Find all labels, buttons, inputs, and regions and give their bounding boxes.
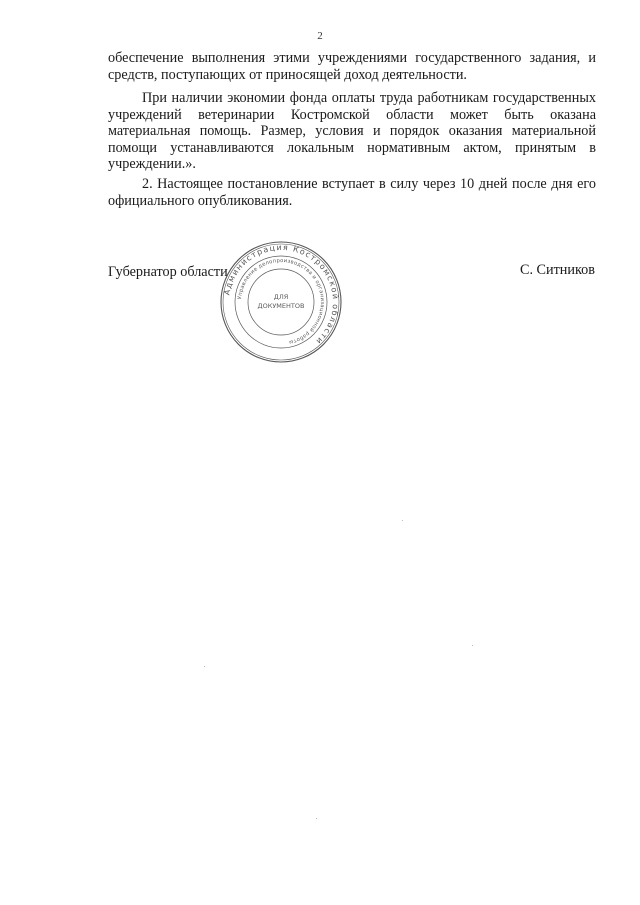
scan-speck xyxy=(472,645,473,646)
stamp-inner-text: Управление делопроизводства и организационной работы xyxy=(237,257,326,346)
stamp-center-line2: ДОКУМЕНТОВ xyxy=(257,302,305,310)
page-number: 2 xyxy=(317,30,323,42)
signature-name: С. Ситников xyxy=(520,262,595,278)
body-paragraph-effective-date: 2. Настоящее постановление вступает в силу через 10 дней после дня его официального опубликования. xyxy=(108,176,596,209)
scan-speck xyxy=(204,666,205,667)
scan-speck xyxy=(316,818,317,819)
stamp-center-line1: ДЛЯ xyxy=(273,293,289,301)
signature-title: Губернатор области xyxy=(108,264,228,280)
official-seal-stamp xyxy=(219,240,343,364)
body-paragraph-continuation: обеспечение выполнения этими учреждениями государственного задания, и средств, поступающих от приносящей доход деятельности. xyxy=(108,50,596,83)
stamp-outer-text: Администрация Костромской области xyxy=(222,242,341,347)
body-paragraph-material-aid: При наличии экономии фонда оплаты труда работникам государственных учреждений ветеринарии Костромской области может быть оказана материальная помощь. Размер, условия и порядок оказания материальной помощи устанавливаются локальным нормативным актом, принятым в учреждении.». xyxy=(108,90,596,172)
scan-speck xyxy=(402,520,403,521)
